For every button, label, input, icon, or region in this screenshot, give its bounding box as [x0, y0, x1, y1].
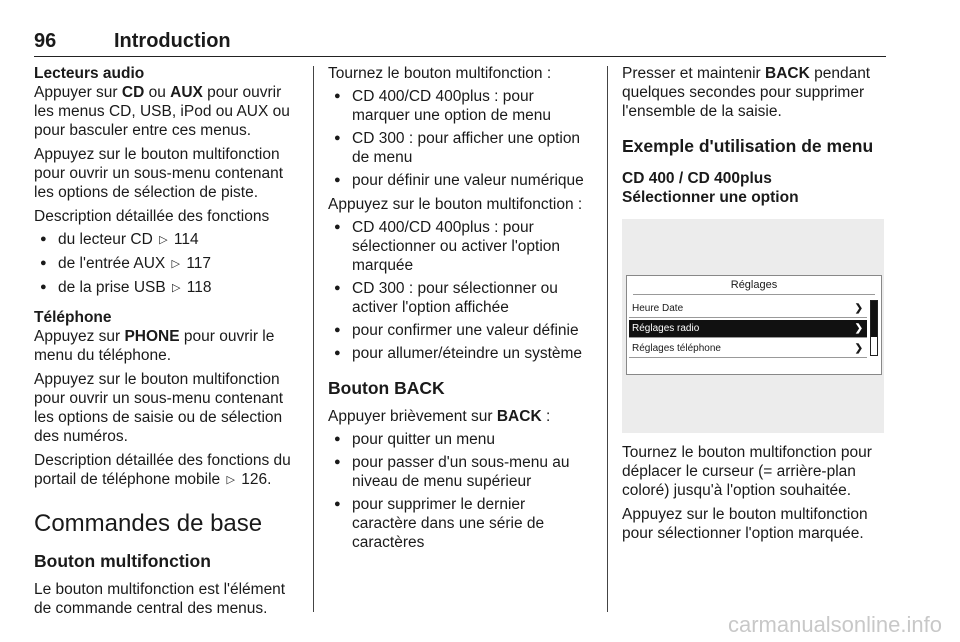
multifunction-heading: Bouton multifonction: [34, 551, 211, 571]
chapter-title: Introduction: [114, 30, 231, 52]
menu-screen-figure: [622, 219, 884, 433]
phone-paragraph-2: Appuyez sur le bouton multifonction pour ouvrir un sous-menu contenant les options de saisie ou de sélection des numéros.: [34, 371, 284, 445]
column-1: [34, 64, 300, 617]
audio-heading: Lecteurs audio: [34, 65, 145, 82]
menu-item: Heure Date ❯: [629, 300, 867, 318]
list-item: ● du lecteur CD ▷ 114: [34, 230, 300, 250]
screen-title: Réglages: [633, 276, 875, 295]
press-list: [328, 218, 594, 363]
hold-paragraph: Presser et maintenir BACK pendant quelques secondes pour supprimer l'ensemble de la saisie.: [622, 65, 871, 120]
list-item: ● de la prise USB ▷ 118: [34, 278, 300, 298]
audio-paragraph-3: Description détaillée des fonctions: [34, 208, 270, 225]
turn-cursor-paragraph: Tournez le bouton multifonction pour déplacer le curseur (= arrière-plan coloré) jusqu'à l'option souhaitée.: [622, 444, 872, 499]
list-item: ● CD 400/CD 400plus : pour marquer une option de menu: [328, 87, 594, 125]
chevron-right-icon: ❯: [854, 343, 863, 354]
list-item: ● pour quitter un menu: [328, 430, 594, 449]
page-header: [34, 26, 886, 57]
column-2: [328, 64, 594, 614]
chevron-right-icon: ❯: [854, 323, 863, 334]
column-3: [622, 64, 886, 614]
model-heading: CD 400 / CD 400plus: [622, 170, 772, 187]
select-heading: Sélectionner une option: [622, 189, 799, 206]
reference-arrow-icon: ▷: [171, 258, 181, 270]
list-item: ● CD 300 : pour sélectionner ou activer l'option affichée: [328, 279, 594, 317]
list-item: ● pour définir une valeur numérique: [328, 171, 594, 190]
watermark: carmanualsonline.info: [727, 612, 942, 637]
list-item: ● pour confirmer une valeur définie: [328, 321, 594, 340]
turn-list: [328, 87, 594, 190]
back-paragraph: Appuyer brièvement sur BACK :: [328, 408, 551, 425]
reference-arrow-icon: ▷: [159, 234, 168, 246]
audio-paragraph-2: Appuyez sur le bouton multifonction pour ouvrir un sous-menu contenant les options de sélection de piste.: [34, 146, 284, 201]
phone-heading: Téléphone: [34, 309, 112, 326]
turn-paragraph: Tournez le bouton multifonction :: [328, 65, 552, 82]
list-item: ● de l'entrée AUX ▷ 117: [34, 254, 300, 274]
list-item: ● CD 300 : pour afficher une option de menu: [328, 129, 594, 167]
press-paragraph: Appuyez sur le bouton multifonction :: [328, 196, 583, 213]
screen-menu: [629, 300, 867, 360]
list-item: ● CD 400/CD 400plus : pour sélectionner ou activer l'option marquée: [328, 218, 594, 275]
audio-paragraph-1: Appuyer sur CD ou AUX pour ouvrir les menus CD, USB, iPod ou AUX ou pour basculer entre ces menus.: [34, 84, 290, 139]
phone-paragraph-1: Appuyez sur PHONE pour ouvrir le menu du téléphone.: [34, 328, 275, 364]
list-item: ● pour allumer/éteindre un système: [328, 344, 594, 363]
list-item: ● pour passer d'un sous-menu au niveau de menu supérieur: [328, 453, 594, 491]
page-number: 96: [34, 30, 57, 52]
menu-item: Réglages radio ❯: [629, 320, 867, 338]
scrollbar-thumb: [871, 301, 877, 337]
commands-heading: Commandes de base: [34, 510, 263, 537]
reference-arrow-icon: ▷: [226, 474, 235, 486]
display-screen: [626, 275, 882, 375]
back-list: [328, 430, 594, 552]
chevron-right-icon: ❯: [854, 303, 863, 314]
menu-item: Réglages téléphone ❯: [629, 340, 867, 358]
example-heading: Exemple d'utilisation de menu: [622, 136, 874, 156]
multifunction-paragraph: Le bouton multifonction est l'élément de commande central des menus.: [34, 581, 286, 617]
scrollbar: [870, 300, 878, 356]
column-divider-1: [313, 66, 314, 612]
back-button-heading: Bouton BACK: [328, 378, 445, 398]
list-item: ● pour supprimer le dernier caractère dans une série de caractères: [328, 495, 594, 552]
phone-paragraph-3: Description détaillée des fonctions du portail de téléphone mobile ▷ 126.: [34, 452, 291, 488]
reference-arrow-icon: ▷: [172, 282, 181, 294]
press-select-paragraph: Appuyez sur le bouton multifonction pour sélectionner l'option marquée.: [622, 506, 868, 542]
column-divider-2: [607, 66, 608, 612]
audio-list: [34, 230, 300, 298]
